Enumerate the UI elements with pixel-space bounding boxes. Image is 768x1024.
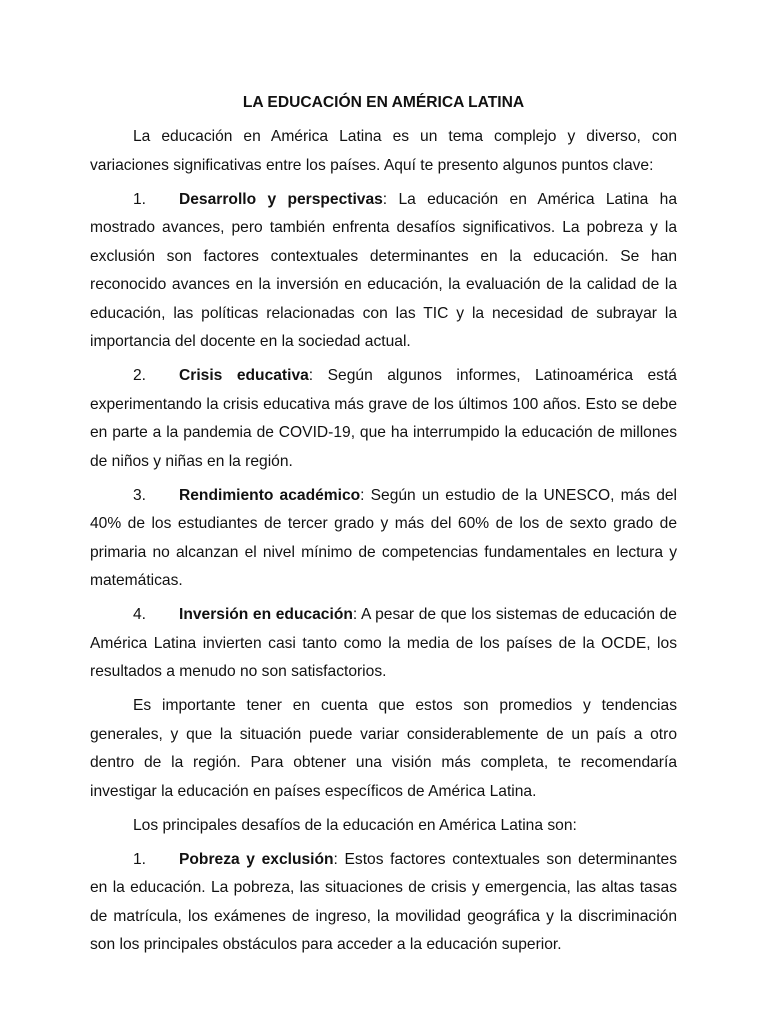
document-title: LA EDUCACIÓN EN AMÉRICA LATINA [242, 94, 525, 111]
list-item-number: 1. [133, 850, 147, 868]
challenge-item-1 [90, 846, 677, 960]
list-item-heading: Inversión en educación [179, 606, 353, 623]
list-item-heading: Desarrollo y perspectivas [179, 190, 383, 208]
list-item-number: 3. [133, 486, 147, 504]
list-item-3 [90, 482, 677, 596]
list-item-text: : Según un estudio de la UNESCO, más del 40% de los estudiantes de tercer grado y más del 60% de los de sexto grado de primaria no alcanzan el nivel mínimo de competencias fundamentales en lectura y matemáticas. [90, 486, 678, 589]
list-item-text: : A pesar de que los sistemas de educación de América Latina invierten casi tanto como la media de los países de la OCDE, los resultados a menudo no son satisfactorios. [90, 606, 677, 680]
list-item-1 [90, 186, 677, 357]
list-item-number: 4. [133, 606, 147, 623]
list-item-4 [90, 601, 677, 687]
list-item-number: 1. [133, 190, 147, 208]
list-item-text: : La educación en América Latina ha mostrado avances, pero también enfrenta desafíos significativos. La pobreza y la exclusión son factores contextuales determinantes en la educación. Se han reconocido avances en la inversión en educación, la evaluación de la calidad de la educación, las políticas relacionadas con las TIC y la necesidad de subrayar la importancia del docente en la sociedad actual. [90, 190, 677, 350]
list-item-2 [90, 362, 677, 476]
challenges-intro-paragraph: Los principales desafíos de la educación en América Latina son: [133, 816, 577, 834]
document-page [90, 89, 677, 965]
list-item-heading: Pobreza y exclusión [179, 850, 334, 868]
list-item-number: 2. [133, 367, 147, 384]
intro-paragraph: La educación en América Latina es un tema complejo y diverso, con variaciones significativas entre los países. Aquí te presento algunos puntos clave: [90, 128, 677, 174]
list-item-text: : Estos factores contextuales son determinantes en la educación. La pobreza, las situaciones de crisis y emergencia, las altas tasas de matrícula, los exámenes de ingreso, la movilidad geográfica y la discriminación son los principales obstáculos para acceder a la educación superior. [90, 850, 677, 953]
list-item-heading: Crisis educativa [179, 367, 309, 384]
list-item-text: : Según algunos informes, Latinoamérica está experimentando la crisis educativa más grave de los últimos 100 años. Esto se debe en parte a la pandemia de COVID-19, que ha interrumpido la educación de millones de niños y niñas en la región. [90, 367, 677, 470]
list-item-heading: Rendimiento académico [179, 486, 361, 504]
conclusion-paragraph: Es importante tener en cuenta que estos son promedios y tendencias generales, y que la situación puede variar considerablemente de un país a otro dentro de la región. Para obtener una visión más completa, te recomendaría investigar la educación en países específicos de América Latina. [90, 697, 677, 800]
